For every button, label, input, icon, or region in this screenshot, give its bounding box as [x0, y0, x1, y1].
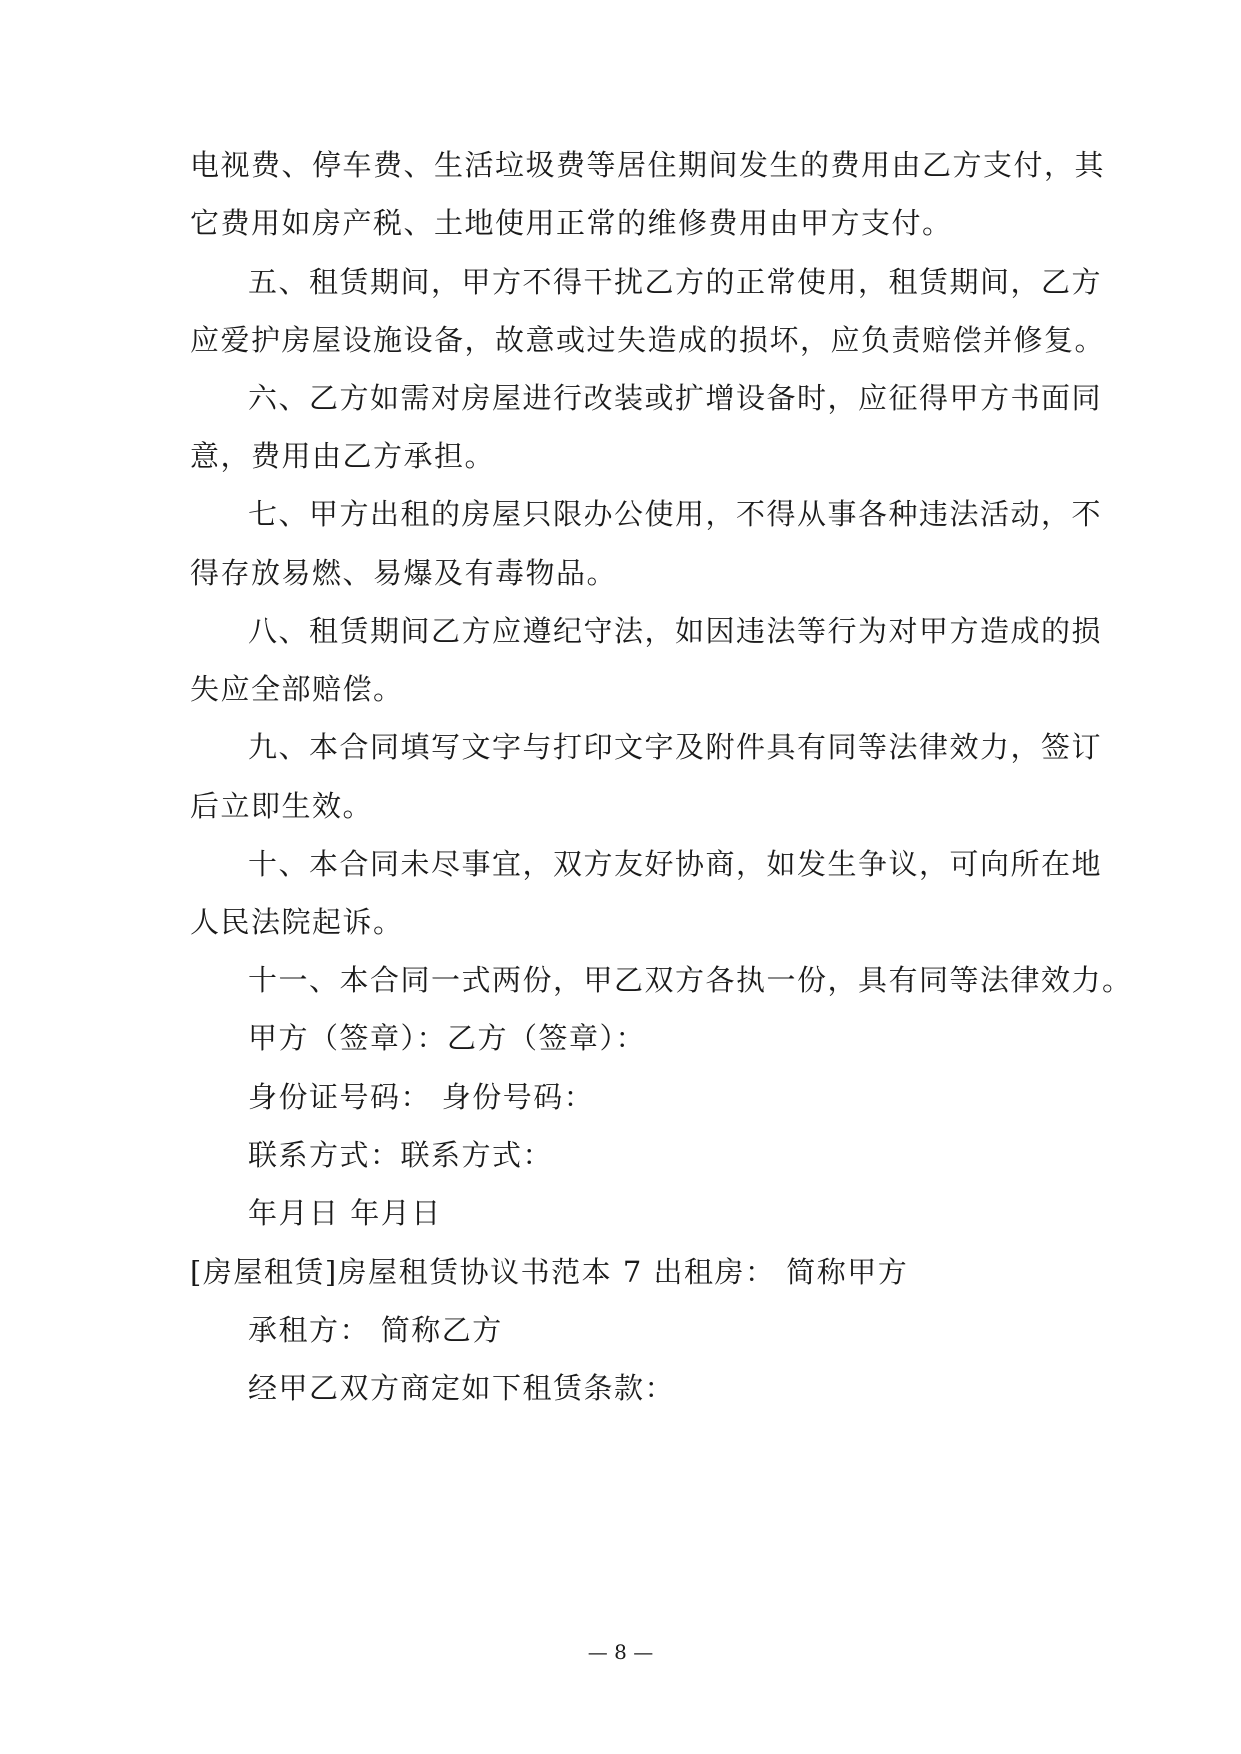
- date-line: 年月日 年月日: [248, 1196, 442, 1230]
- clause-7-line-1: 七、甲方出租的房屋只限办公使用，不得从事各种违法活动，不: [248, 497, 1103, 531]
- clause-5-line-1: 五、租赁期间，甲方不得干扰乙方的正常使用，租赁期间，乙方: [248, 265, 1103, 299]
- page-number: — 8 —: [587, 1640, 654, 1664]
- next-agreement-heading: [房屋租赁]房屋租赁协议书范本 7 出租房： 简称甲方: [190, 1255, 909, 1289]
- clause-10-line-2: 人民法院起诉。: [190, 905, 404, 939]
- clause-9-line-1: 九、本合同填写文字与打印文字及附件具有同等法律效力，签订: [248, 730, 1103, 764]
- clause-11-line: 十一、本合同一式两份，甲乙双方各执一份，具有同等法律效力。: [248, 963, 1133, 997]
- clause-9-line-2: 后立即生效。: [190, 789, 374, 823]
- clause-8-line-2: 失应全部赔偿。: [190, 672, 404, 706]
- clause-5-line-2: 应爱护房屋设施设备，故意或过失造成的损坏，应负责赔偿并修复。: [190, 323, 1106, 357]
- clause-8-line-1: 八、租赁期间乙方应遵纪守法，如因违法等行为对甲方造成的损: [248, 614, 1103, 648]
- text-line: 它费用如房产税、土地使用正常的维修费用由甲方支付。: [190, 206, 953, 240]
- text-line: 电视费、停车费、生活垃圾费等居住期间发生的费用由乙方支付，其: [190, 148, 1106, 182]
- lessee-line: 承租方： 简称乙方: [248, 1313, 503, 1347]
- clause-6-line-2: 意，费用由乙方承担。: [190, 439, 496, 473]
- signature-line: 甲方（签章）：乙方（签章）：: [248, 1021, 647, 1055]
- id-number-line: 身份证号码： 身份号码：: [248, 1080, 595, 1114]
- contact-line: 联系方式：联系方式：: [248, 1138, 554, 1172]
- clause-6-line-1: 六、乙方如需对房屋进行改装或扩增设备时，应征得甲方书面同: [248, 381, 1103, 415]
- clause-7-line-2: 得存放易燃、易爆及有毒物品。: [190, 556, 618, 590]
- clause-10-line-1: 十、本合同未尽事宜，双方友好协商，如发生争议，可向所在地: [248, 847, 1103, 881]
- terms-intro-line: 经甲乙双方商定如下租赁条款：: [248, 1371, 676, 1405]
